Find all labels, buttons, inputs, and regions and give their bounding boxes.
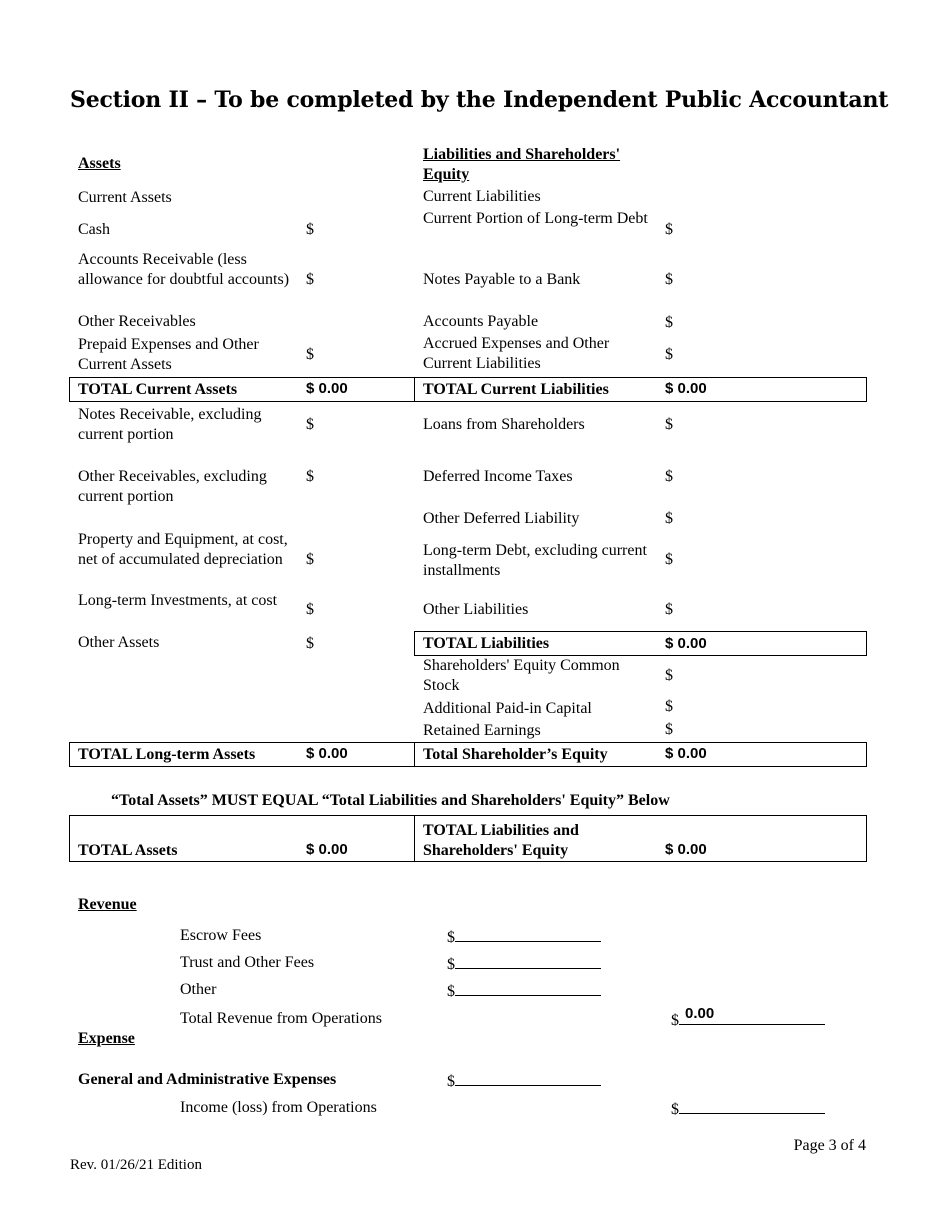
total-assets-label: TOTAL Assets [78,842,178,859]
income-operations-dollar: $ [671,1101,679,1118]
accrued-expenses-label: Accrued Expenses and Other Current Liabilities [423,335,610,372]
prepaid-expenses-label: Prepaid Expenses and Other Current Assets [78,336,259,373]
notes-receivable-label: Notes Receivable, excluding current portion [78,406,262,443]
other-revenue-dollar: $ [447,983,455,1000]
cash-label: Cash [78,221,110,238]
cash-dollar[interactable]: $ [306,221,314,238]
retained-earnings-dollar[interactable]: $ [665,721,673,738]
deferred-income-taxes-label: Deferred Income Taxes [423,468,573,485]
longterm-debt-label: Long-term Debt, excluding current installments [423,542,647,579]
total-longterm-divider [414,742,415,767]
total-liab-equity-label: TOTAL Liabilities and Shareholders' Equity [423,822,579,859]
accounts-payable-dollar[interactable]: $ [665,314,673,331]
other-deferred-liability-label: Other Deferred Liability [423,510,580,527]
total-revenue-label: Total Revenue from Operations [180,1010,382,1027]
other-receivables-lt-label: Other Receivables, excluding current portion [78,468,267,505]
total-equity-label: Total Shareholder’s Equity [423,746,608,763]
current-assets-header: Current Assets [78,189,172,206]
revenue-header: Revenue [78,896,137,913]
other-liabilities-label: Other Liabilities [423,601,529,618]
total-longterm-assets-value: $ 0.00 [306,745,348,762]
other-liabilities-dollar[interactable]: $ [665,601,673,618]
total-current-liabilities-value: $ 0.00 [665,380,707,397]
trust-fees-dollar: $ [447,956,455,973]
total-revenue-value: 0.00 [685,1005,715,1022]
expense-header: Expense [78,1030,135,1047]
total-revenue-dollar: $ [671,1012,679,1029]
page-title: Section II – To be completed by the Independent Public Accountant [70,87,889,113]
total-liabilities-label: TOTAL Liabilities [423,635,550,652]
other-revenue-label: Other [180,981,217,998]
total-liab-equity-value: $ 0.00 [665,841,707,858]
property-equipment-label: Property and Equipment, at cost, net of accumulated depreciation [78,531,288,568]
common-stock-label: Shareholders' Equity Common Stock [423,657,620,694]
current-portion-ltd-dollar[interactable]: $ [665,221,673,238]
prepaid-expenses-dollar[interactable]: $ [306,346,314,363]
page-number: Page 3 of 4 [793,1137,866,1154]
escrow-fees-dollar: $ [447,929,455,946]
trust-fees-line [455,953,601,969]
trust-fees-field[interactable] [447,953,601,975]
paid-in-capital-dollar[interactable]: $ [665,698,673,715]
other-revenue-line [455,980,601,996]
revision-note: Rev. 01/26/21 Edition [70,1157,202,1173]
total-current-assets-value: $ 0.00 [306,380,348,397]
other-assets-label: Other Assets [78,634,160,651]
retained-earnings-label: Retained Earnings [423,722,541,739]
income-operations-label: Income (loss) from Operations [180,1099,377,1116]
deferred-income-taxes-dollar[interactable]: $ [665,468,673,485]
other-receivables-label: Other Receivables [78,313,196,330]
loans-shareholders-dollar[interactable]: $ [665,416,673,433]
income-operations-line [679,1098,825,1114]
liabilities-header: Liabilities and Shareholders' Equity [423,146,621,183]
longterm-debt-dollar[interactable]: $ [665,551,673,568]
ga-expenses-label: General and Administrative Expenses [78,1071,337,1088]
notes-receivable-dollar[interactable]: $ [306,416,314,433]
other-assets-dollar[interactable]: $ [306,635,314,652]
balance-note: “Total Assets” MUST EQUAL “Total Liabilities and Shareholders' Equity” Below [111,792,670,809]
current-portion-ltd-label: Current Portion of Long-term Debt [423,210,648,227]
total-liabilities-value: $ 0.00 [665,635,707,652]
paid-in-capital-label: Additional Paid-in Capital [423,700,592,717]
common-stock-dollar[interactable]: $ [665,667,673,684]
other-receivables-lt-dollar[interactable]: $ [306,468,314,485]
total-longterm-assets-label: TOTAL Long-term Assets [78,746,256,763]
total-current-assets-label: TOTAL Current Assets [78,381,238,398]
notes-payable-label: Notes Payable to a Bank [423,271,581,288]
other-revenue-field[interactable] [447,980,601,1002]
property-equipment-dollar[interactable]: $ [306,551,314,568]
loans-shareholders-label: Loans from Shareholders [423,416,585,433]
assets-header: Assets [78,155,121,172]
accounts-payable-label: Accounts Payable [423,313,539,330]
ga-expenses-dollar: $ [447,1073,455,1090]
notes-payable-dollar[interactable]: $ [665,271,673,288]
longterm-investments-dollar[interactable]: $ [306,601,314,618]
other-deferred-liability-dollar[interactable]: $ [665,510,673,527]
accounts-receivable-dollar[interactable]: $ [306,271,314,288]
accounts-receivable-label: Accounts Receivable (less allowance for doubtful accounts) [78,251,290,288]
total-equity-value: $ 0.00 [665,745,707,762]
current-liabilities-header: Current Liabilities [423,188,541,205]
longterm-investments-label: Long-term Investments, at cost [78,592,278,609]
ga-expenses-field[interactable] [447,1070,601,1092]
income-operations-field[interactable] [671,1098,825,1120]
trust-fees-label: Trust and Other Fees [180,954,315,971]
grand-totals-divider [414,815,415,862]
escrow-fees-label: Escrow Fees [180,927,262,944]
total-current-liabilities-label: TOTAL Current Liabilities [423,381,609,398]
escrow-fees-line [455,926,601,942]
ga-expenses-line [455,1070,601,1086]
accrued-expenses-dollar[interactable]: $ [665,346,673,363]
total-assets-value: $ 0.00 [306,841,348,858]
total-current-divider [414,377,415,402]
escrow-fees-field[interactable] [447,926,601,948]
